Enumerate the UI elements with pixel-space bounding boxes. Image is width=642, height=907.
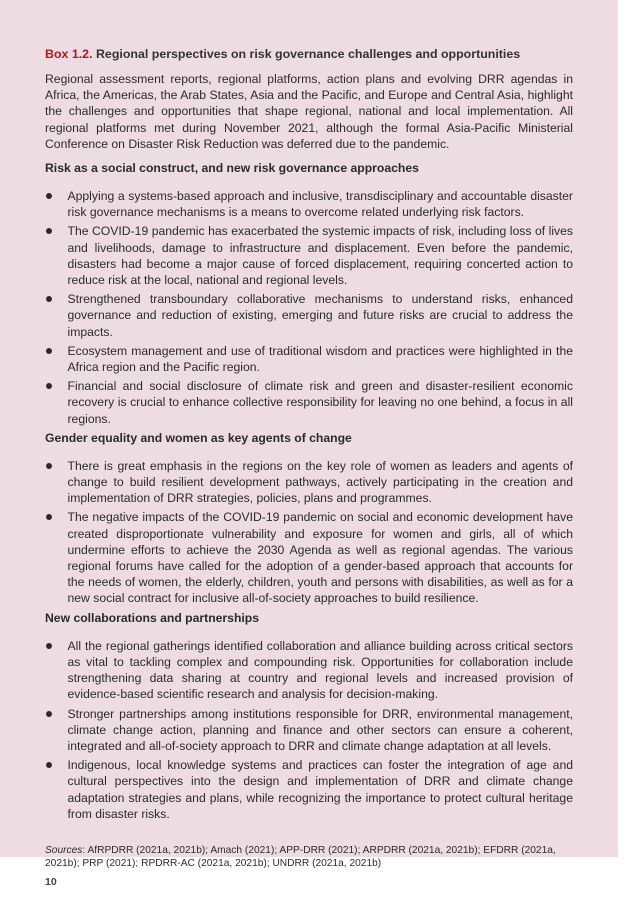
page-number: 10	[45, 876, 57, 888]
section-heading-gender-equality: Gender equality and women as key agents of change	[45, 430, 352, 445]
section-heading-risk-governance: Risk as a social construct, and new risk governance approaches	[45, 161, 419, 176]
bullet-icon	[46, 296, 52, 302]
bullet-icon	[46, 514, 52, 520]
bullet-icon	[46, 643, 52, 649]
sources-label: Sources	[45, 844, 83, 856]
sources-text: : AfRPDRR (2021a, 2021b); Amach (2021); APP-DRR (2021); ARPDRR (2021a, 2021b); EFDRR (2021a, 2021b); PRP (2021); RPDRR-AC (2021a, 2021b); UNDRR (2021a, 2021b)	[45, 844, 556, 870]
list-item: Applying a systems-based approach and inclusive, transdisciplinary and accountable disaster risk governance mechanisms is a means to overcome related underlying risk factors.	[45, 188, 573, 220]
box-label: Box 1.2.	[45, 47, 93, 61]
bullet-list-risk-governance	[45, 188, 573, 427]
bullet-icon	[46, 762, 52, 768]
sources-note	[45, 844, 573, 871]
intro-paragraph: Regional assessment reports, regional platforms, action plans and evolving DRR agendas in Africa, the Americas, the Arab States, Asia and the Pacific, and Europe and Central Asia, highlight the challenges and opportunities that shape regional, national and local implementation. All regional platforms met during November 2021, although the formal Asia-Pacific Ministerial Conference on Disaster Risk Reduction was deferred due to the pandemic.	[45, 72, 573, 151]
list-item: The negative impacts of the COVID-19 pandemic on social and economic development have created disproportionate vulnerability and exposure for women and girls, all of which undermine efforts to achieve the 2030 Agenda as well as regional agendas. The various regional forums have called for the adoption of a gender-based approach that accounts for the needs of women, the elderly, children, youth and persons with disabilities, as well as for a new social contract for inclusive all-of-society approaches to build resilience.	[45, 509, 573, 606]
list-item: Strengthened transboundary collaborative mechanisms to understand risks, enhanced governance and reduction of existing, emerging and future risks are crucial to address the impacts.	[45, 291, 573, 340]
list-item: All the regional gatherings identified collaboration and alliance building across critical sectors as vital to tackling complex and compounding risk. Opportunities for collaboration include strengthening data sharing at country and regional levels and increased provision of evidence-based scientific research and analysis for decision-making.	[45, 638, 573, 703]
box-title-text: Regional perspectives on risk governance challenges and opportunities	[95, 47, 521, 61]
list-item: Financial and social disclosure of climate risk and green and disaster-resilient economic recovery is crucial to enhance collective responsibility for leaving no one behind, a focus in all regions.	[45, 378, 573, 427]
bullet-list-collaborations	[45, 638, 573, 822]
bullet-icon	[46, 193, 52, 199]
bullet-icon	[46, 463, 52, 469]
list-item: Indigenous, local knowledge systems and practices can foster the integration of age and cultural perspectives into the design and implementation of DRR and climate change adaptation strategies and plans, while recognizing the importance to protect cultural heritage from disaster risks.	[45, 757, 573, 822]
list-item: Stronger partnerships among institutions responsible for DRR, environmental management, climate change action, planning and finance and other sectors can ensure a coherent, integrated and all-of-society approach to DRR and climate change adaptation at all levels.	[45, 706, 573, 755]
list-item: Ecosystem management and use of traditional wisdom and practices were highlighted in the Africa region and the Pacific region.	[45, 343, 573, 375]
bullet-icon	[46, 228, 52, 234]
section-heading-collaborations: New collaborations and partnerships	[45, 610, 260, 625]
bullet-icon	[46, 348, 52, 354]
bullet-list-gender-equality	[45, 458, 573, 607]
list-item: The COVID-19 pandemic has exacerbated the systemic impacts of risk, including loss of lives and livelihoods, damage to infrastructure and displacement. Even before the pandemic, disasters had become a major cause of forced displacement, requiring concerted action to reduce risk at the local, national and regional levels.	[45, 223, 573, 288]
box-title	[45, 46, 573, 62]
list-item: There is great emphasis in the regions on the key role of women as leaders and agents of change to build resilient development pathways, actively participating in the creation and implementation of DRR strategies, policies, plans and programmes.	[45, 458, 573, 507]
bullet-icon	[46, 711, 52, 717]
bullet-icon	[46, 383, 52, 389]
